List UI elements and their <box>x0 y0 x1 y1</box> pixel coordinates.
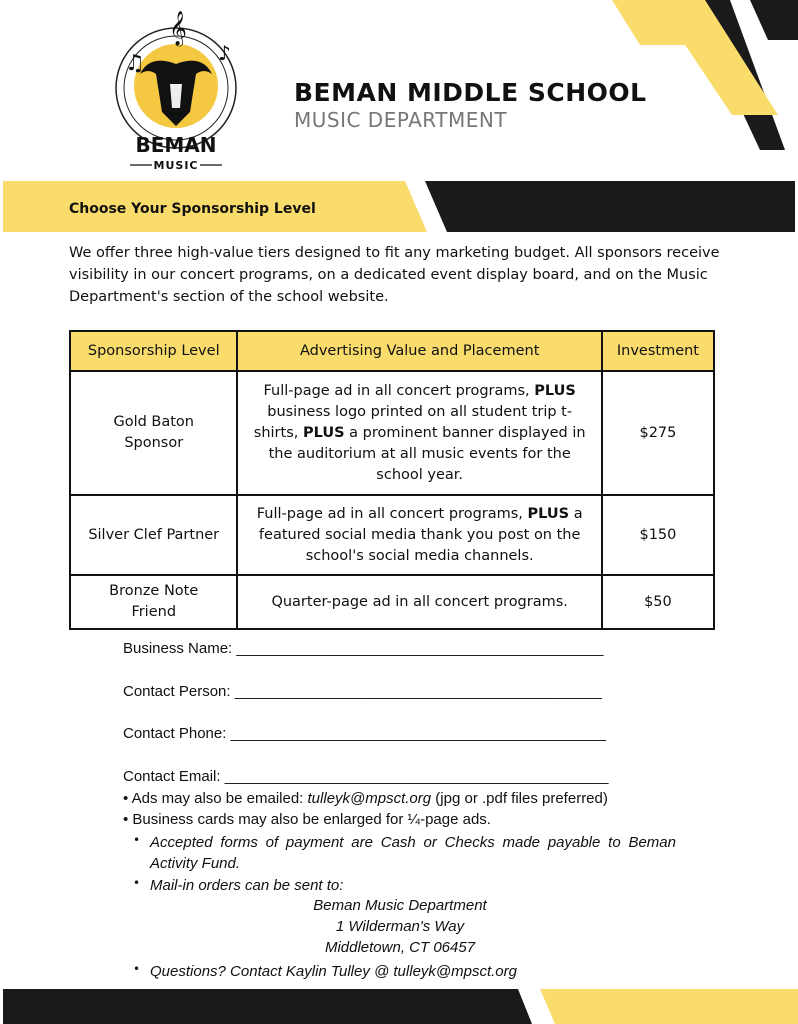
column-header: Investment <box>602 331 714 371</box>
table-row <box>70 371 714 495</box>
level-cell: Gold Baton Sponsor <box>70 371 237 495</box>
table-row <box>70 575 714 629</box>
column-header: Sponsorship Level <box>70 331 237 371</box>
bullet: • <box>133 833 141 847</box>
address-line: 1 Wilderman's Way <box>335 918 465 935</box>
address-line: Beman Music Department <box>313 897 487 914</box>
payment-note: Accepted forms of payment are Cash or Checks made payable to Beman Activity Fund. <box>150 834 676 872</box>
svg-text:♫: ♫ <box>125 51 145 76</box>
value-cell: Quarter-page ad in all concert programs. <box>237 575 601 629</box>
column-header: Advertising Value and Placement <box>237 331 601 371</box>
mail-note: Mail-in orders can be sent to: <box>150 877 344 894</box>
contact-email-field[interactable]: Contact Email: ______________________________________________ <box>123 768 609 785</box>
intro-paragraph: We offer three high-value tiers designed to fit any marketing budget. All sponsors receive visibility in our concert programs, on a dedicated event display board, and on the Music Department's section of the school website. <box>69 245 720 305</box>
value-cell: Full-page ad in all concert programs, PLUS a featured social media thank you post on the school's social media channels. <box>237 495 601 575</box>
questions-note: Questions? Contact Kaylin Tulley @ tulleyk@mpsct.org <box>150 963 517 980</box>
level-cell: Bronze Note Friend <box>70 575 237 629</box>
logo-subtext: MUSIC <box>153 159 199 172</box>
email-link[interactable]: tulleyk@mpsct.org <box>307 790 432 807</box>
value-cell: Full-page ad in all concert programs, PLUS business logo printed on all student trip t-shirts, PLUS a prominent banner displayed in the auditorium at all music events for the school year. <box>237 371 601 495</box>
bullet: • <box>133 962 141 976</box>
price-cell: $50 <box>602 575 714 629</box>
contact-phone-field[interactable]: Contact Phone: _____________________________________________ <box>123 725 606 742</box>
section-heading: Choose Your Sponsorship Level <box>69 201 316 217</box>
business-name-field[interactable]: Business Name: ____________________________________________ <box>123 640 604 657</box>
svg-text:♪: ♪ <box>218 41 231 65</box>
svg-text:𝄞: 𝄞 <box>169 11 187 46</box>
department-subtitle: MUSIC DEPARTMENT <box>294 108 508 132</box>
logo-text: BEMAN <box>135 133 217 157</box>
contact-person-field[interactable]: Contact Person: ____________________________________________ <box>123 683 602 700</box>
table-row <box>70 495 714 575</box>
table-header-row <box>70 331 714 371</box>
cards-note: • Business cards may also be enlarged for ¼-page ads. <box>123 811 491 828</box>
address-line: Middletown, CT 06457 <box>324 939 476 956</box>
school-title: BEMAN MIDDLE SCHOOL <box>294 78 647 107</box>
bullet: • <box>133 876 141 890</box>
sponsorship-table <box>69 330 715 630</box>
email-note: • Ads may also be emailed: tulleyk@mpsct.org (jpg or .pdf files preferred) <box>123 790 608 807</box>
level-cell: Silver Clef Partner <box>70 495 237 575</box>
price-cell: $150 <box>602 495 714 575</box>
price-cell: $275 <box>602 371 714 495</box>
